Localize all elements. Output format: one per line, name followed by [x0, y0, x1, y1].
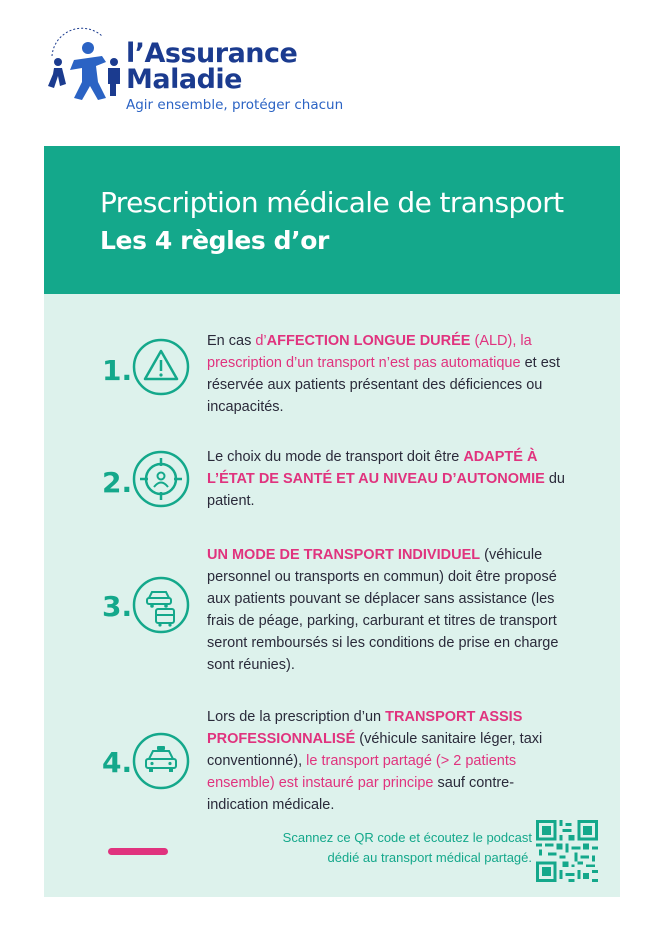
rule-number: 1.: [102, 354, 133, 387]
warning-triangle-icon: [132, 338, 190, 396]
page-title: Prescription médicale de transport: [100, 186, 564, 219]
brand-tagline: Agir ensemble, protéger chacun: [126, 97, 344, 113]
qr-code-note: Scannez ce QR code et écoutez le podcast dédié au transport médical partagé.: [282, 830, 532, 865]
target-person-icon: [132, 450, 190, 508]
rule-text: En cas d’AFFECTION LONGUE DURÉE (ALD), la prescription d’un transport n’est pas automatique et est réservée aux patients présentant des déficiences ou incapacités.: [207, 333, 561, 415]
rule-number: 2.: [102, 466, 133, 499]
rule-number: 3.: [102, 590, 133, 623]
logo-figures-icon: [44, 26, 124, 108]
title-banner: [44, 146, 620, 294]
rules-panel: [44, 294, 620, 897]
brand-name-line2: Maladie: [126, 64, 242, 95]
assurance-maladie-logo: [44, 26, 344, 116]
taxi-icon: [132, 732, 190, 790]
car-bus-icon: [132, 576, 190, 634]
rule-text: Lors de la prescription d’un TRANSPORT ASSIS PROFESSIONNALISÉ (véhicule sanitaire léger, taxi conventionné), le transport partagé (> 2 patients ensemble) est instauré par principe sauf contre-indication médicale.: [207, 709, 543, 813]
page-subtitle: Les 4 règles d’or: [100, 226, 329, 255]
brand-name-line1: l’Assurance: [126, 38, 298, 69]
rule-text: UN MODE DE TRANSPORT INDIVIDUEL (véhicule personnel ou transports en commun) doit être proposé aux patients pouvant se déplacer sans assistance (les frais de péage, parking, carburant et titres de transport seront remboursés si les conditions de prise en charge sont réunies).: [207, 547, 559, 673]
qr-code-icon[interactable]: [536, 820, 598, 882]
rule-text: Le choix du mode de transport doit être ADAPTÉ À L’ÉTAT DE SANTÉ ET AU NIVEAU D’AUTONOMIE du patient.: [207, 449, 565, 509]
decorative-pink-bar: [108, 848, 168, 855]
rule-number: 4.: [102, 746, 133, 779]
